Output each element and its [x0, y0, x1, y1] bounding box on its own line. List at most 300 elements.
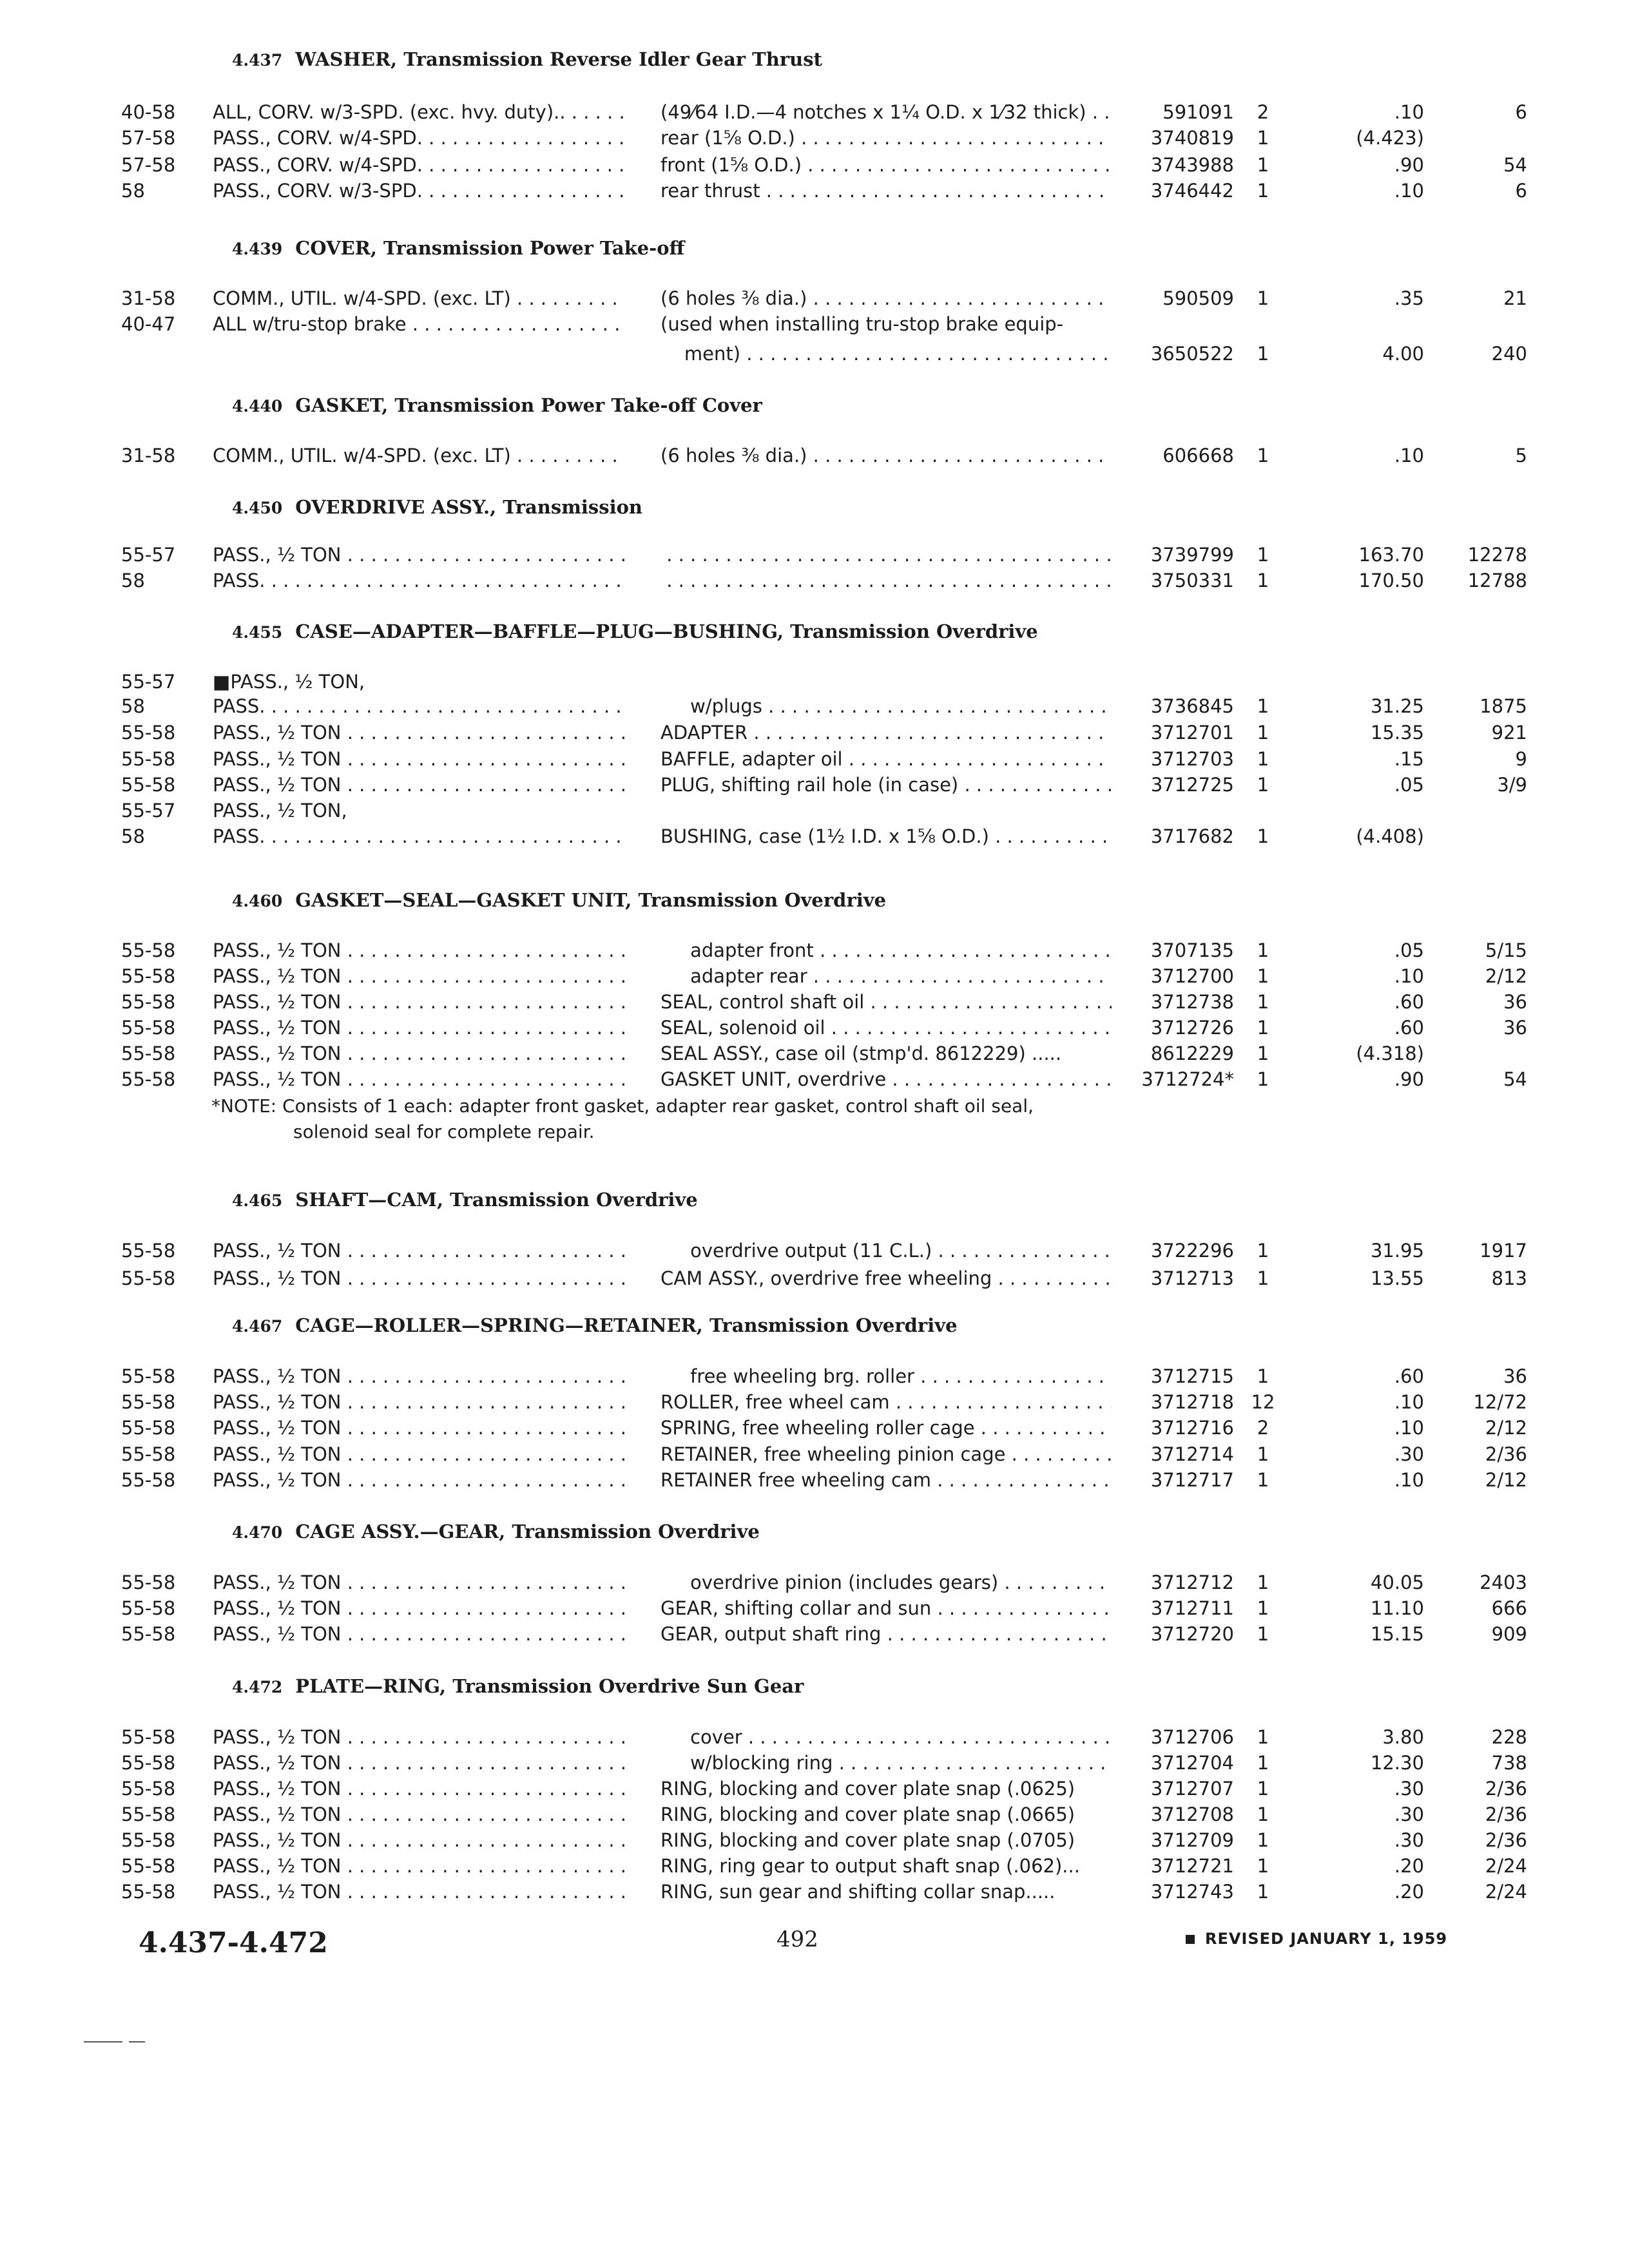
cell-qty: 2: [1257, 101, 1269, 123]
parts-row: [0, 1441, 1629, 1468]
application-text: PASS. . . .: [213, 695, 625, 717]
cell-part: 3712711: [1150, 1597, 1234, 1619]
scan-artifact: [129, 2041, 145, 2042]
cell-part: 606668: [1162, 445, 1234, 466]
cell-wt: 12788: [1467, 570, 1527, 591]
application-text: PASS., ½ TON . . .: [213, 1726, 625, 1748]
cell-desc: RING, ring gear to output shaft snap (.062)...: [660, 1855, 1080, 1877]
cell-years: 55-58: [121, 1726, 176, 1748]
cell-desc: [660, 1014, 1112, 1041]
cell-qty: 1: [1257, 825, 1269, 847]
application-text: PASS. . . .: [213, 570, 625, 591]
cell-app: [213, 311, 625, 338]
cell-years: 55-57: [121, 800, 176, 822]
description-text: (6 holes ⅜ dia.) . . .: [660, 445, 1112, 466]
cell-qty: 1: [1257, 1829, 1269, 1851]
cell-qty: 1: [1257, 695, 1269, 717]
application-text: PASS., CORV. w/4-SPD. . . .: [213, 154, 625, 176]
cell-price: .10: [1394, 965, 1424, 987]
parts-row: [0, 311, 1629, 338]
cell-app: [213, 1066, 625, 1093]
cell-desc: [660, 745, 1112, 773]
section-title: PLATE—RING, Transmission Overdrive Sun Gear: [295, 1675, 804, 1697]
cell-qty: 1: [1257, 774, 1269, 796]
parts-row: [0, 1878, 1629, 1905]
cell-wt: 240: [1491, 343, 1527, 365]
section-number: 4.450: [232, 499, 283, 517]
section-number: 4.460: [232, 892, 283, 910]
application-text: PASS., ½ TON . . .: [213, 774, 625, 796]
cell-wt: 2/12: [1485, 1417, 1527, 1439]
cell-app: [213, 1040, 625, 1067]
cell-years: 55-58: [121, 1267, 176, 1289]
description-text: GEAR, output shaft ring . . .: [660, 1623, 1112, 1645]
parts-row: [0, 1014, 1629, 1041]
cell-part: 3736845: [1150, 695, 1234, 717]
application-text: PASS., ½ TON . . .: [213, 1803, 625, 1825]
cell-app: [213, 151, 625, 178]
parts-row: [0, 668, 1629, 695]
parts-row: [0, 823, 1629, 850]
description-text: RETAINER, free wheeling pinion cage . . .: [660, 1443, 1112, 1465]
cell-qty: 1: [1257, 939, 1269, 961]
cell-wt: 54: [1503, 1068, 1527, 1090]
application-text: PASS., ½ TON . . .: [213, 1068, 625, 1090]
cell-app: [213, 823, 625, 850]
page-number: 492: [776, 1927, 818, 1952]
cell-price: .30: [1394, 1778, 1424, 1800]
cell-part: 3712701: [1150, 722, 1234, 744]
cell-qty: 1: [1257, 180, 1269, 202]
application-text: PASS., ½ TON . . .: [213, 722, 625, 744]
revision-marker-icon: [1186, 1935, 1195, 1944]
parts-row: [0, 1775, 1629, 1802]
application-text: PASS., ½ TON . . .: [213, 991, 625, 1013]
parts-row: [0, 1569, 1629, 1596]
application-text: PASS., ½ TON . . .: [213, 1881, 625, 1903]
parts-row: [0, 963, 1629, 990]
section-number: 4.465: [232, 1191, 283, 1210]
application-text: PASS., ½ TON . . .: [213, 1571, 625, 1593]
cell-years: 55-58: [121, 1017, 176, 1039]
cell-years: 55-58: [121, 1043, 176, 1064]
description-text: free wheeling brg. roller . . .: [660, 1365, 1112, 1387]
cell-part: 3712724*: [1141, 1068, 1234, 1090]
description-text: cover . . .: [660, 1726, 1112, 1748]
cell-qty: 1: [1257, 544, 1269, 566]
parts-row: [0, 1466, 1629, 1494]
cell-app: [213, 1595, 625, 1622]
cell-price: (4.318): [1356, 1043, 1424, 1064]
cell-part: 3712706: [1150, 1726, 1234, 1748]
cell-part: 3712726: [1150, 1017, 1234, 1039]
cell-price: .10: [1394, 1469, 1424, 1491]
cell-app: [213, 567, 625, 594]
cell-years: 55-58: [121, 1752, 176, 1774]
cell-desc: [660, 1414, 1112, 1441]
cell-desc: [660, 1724, 1112, 1751]
cell-app: ■PASS., ½ TON,: [213, 671, 365, 693]
cell-price: 12.30: [1370, 1752, 1424, 1774]
section-title: COVER, Transmission Power Take-off: [295, 237, 685, 259]
cell-qty: 1: [1257, 445, 1269, 466]
cell-desc: [660, 823, 1112, 850]
parts-row: [0, 1801, 1629, 1828]
section-note: *NOTE: Consists of 1 each: adapter front gasket, adapter rear gasket, control shaft oil seal,: [211, 1095, 1034, 1117]
cell-wt: 36: [1503, 1017, 1527, 1039]
cell-qty: 1: [1257, 570, 1269, 591]
cell-price: 31.95: [1370, 1240, 1424, 1262]
cell-desc: [660, 1237, 1112, 1264]
cell-qty: 1: [1257, 1240, 1269, 1262]
description-text: [660, 544, 1112, 566]
cell-app: [213, 1620, 625, 1648]
cell-years: 55-58: [121, 1240, 176, 1262]
cell-price: .10: [1394, 1391, 1424, 1413]
cell-qty: 2: [1257, 1417, 1269, 1439]
cell-app: [213, 771, 625, 798]
application-text: PASS., ½ TON . . .: [213, 1443, 625, 1465]
cell-price: .60: [1394, 1017, 1424, 1039]
cell-part: 3740819: [1150, 127, 1234, 149]
cell-part: 3712713: [1150, 1267, 1234, 1289]
cell-price: 15.35: [1370, 722, 1424, 744]
section-heading: [232, 394, 762, 416]
cell-wt: 1917: [1480, 1240, 1527, 1262]
application-text: PASS. . . .: [213, 825, 625, 847]
cell-app: [213, 1852, 625, 1879]
cell-wt: 36: [1503, 1365, 1527, 1387]
cell-years: 55-58: [121, 1597, 176, 1619]
cell-part: 3712721: [1150, 1855, 1234, 1877]
cell-wt: 9: [1515, 748, 1527, 770]
cell-wt: 2/12: [1485, 1469, 1527, 1491]
cell-wt: 6: [1515, 180, 1527, 202]
cell-price: .05: [1394, 774, 1424, 796]
section-number: 4.439: [232, 240, 283, 258]
parts-row: [0, 1414, 1629, 1441]
cell-app: [213, 1466, 625, 1494]
cell-app: [213, 1265, 625, 1292]
section-heading: [232, 1314, 958, 1336]
cell-wt: 5: [1515, 445, 1527, 466]
cell-price: 40.05: [1370, 1571, 1424, 1593]
cell-part: 3712700: [1150, 965, 1234, 987]
description-text: w/blocking ring . . .: [660, 1752, 1112, 1774]
cell-desc: [660, 541, 1112, 568]
cell-price: 31.25: [1370, 695, 1424, 717]
cell-part: 3712725: [1150, 774, 1234, 796]
cell-price: 170.50: [1358, 570, 1424, 591]
cell-desc: [660, 1363, 1112, 1390]
section-title: OVERDRIVE ASSY., Transmission: [295, 496, 643, 518]
cell-price: (4.408): [1356, 825, 1424, 847]
section-number: 4.467: [232, 1317, 283, 1336]
cell-qty: 1: [1257, 287, 1269, 309]
cell-part: 8612229: [1150, 1043, 1234, 1064]
cell-wt: 813: [1491, 1267, 1527, 1289]
cell-part: 591091: [1162, 101, 1234, 123]
section-title: CAGE ASSY.—GEAR, Transmission Overdrive: [295, 1521, 760, 1542]
parts-row: [0, 1040, 1629, 1067]
cell-qty: 1: [1257, 127, 1269, 149]
cell-desc: RING, blocking and cover plate snap (.0625): [660, 1778, 1075, 1800]
description-text: (6 holes ⅜ dia.) . . .: [660, 287, 1112, 309]
application-text: PASS., ½ TON . . .: [213, 1597, 625, 1619]
cell-years: 40-58: [121, 101, 176, 123]
cell-years: 55-58: [121, 1855, 176, 1877]
cell-desc: [660, 771, 1112, 798]
cell-qty: 1: [1257, 1778, 1269, 1800]
cell-part: 590509: [1162, 287, 1234, 309]
description-text: (49⁄64 I.D.—4 notches x 1¼ O.D. x 1⁄32 thick) . . .: [660, 101, 1112, 123]
cell-qty: 1: [1257, 1726, 1269, 1748]
cell-part: 3712738: [1150, 991, 1234, 1013]
cell-part: 3650522: [1150, 343, 1234, 365]
section-title: GASKET, Transmission Power Take-off Cover: [295, 394, 762, 416]
cell-app: [213, 124, 625, 151]
cell-price: .15: [1394, 748, 1424, 770]
cell-qty: 1: [1257, 1752, 1269, 1774]
cell-years: 55-57: [121, 671, 176, 693]
cell-price: .90: [1394, 154, 1424, 176]
section-heading: [232, 496, 642, 518]
cell-desc: [660, 719, 1112, 746]
cell-qty: 1: [1257, 1043, 1269, 1064]
cell-years: 55-58: [121, 774, 176, 796]
application-text: PASS., CORV. w/4-SPD. . . .: [213, 127, 625, 149]
cell-part: 3707135: [1150, 939, 1234, 961]
cell-qty: 1: [1257, 991, 1269, 1013]
cell-desc: [660, 1569, 1112, 1596]
cell-part: 3743988: [1150, 154, 1234, 176]
cell-app: [213, 719, 625, 746]
description-text: overdrive output (11 C.L.) . . .: [660, 1240, 1112, 1262]
application-text: ALL w/tru-stop brake . . .: [213, 313, 625, 335]
application-text: ALL, CORV. w/3-SPD. (exc. hvy. duty).. . . .: [213, 101, 625, 123]
cell-years: 55-58: [121, 1365, 176, 1387]
cell-years: 55-58: [121, 722, 176, 744]
cell-years: 55-58: [121, 991, 176, 1013]
section-number: 4.455: [232, 623, 283, 642]
application-text: PASS., ½ TON . . .: [213, 1240, 625, 1262]
application-text: PASS., ½ TON . . .: [213, 1469, 625, 1491]
cell-app: [213, 1389, 625, 1416]
parts-row: [0, 1265, 1629, 1292]
cell-years: 57-58: [121, 154, 176, 176]
application-text: PASS., ½ TON . . .: [213, 1365, 625, 1387]
cell-desc: [660, 988, 1112, 1015]
cell-qty: 1: [1257, 748, 1269, 770]
cell-price: 163.70: [1358, 544, 1424, 566]
cell-years: 55-57: [121, 544, 176, 566]
application-text: PASS., ½ TON . . .: [213, 1623, 625, 1645]
description-text: adapter front . . .: [660, 939, 1112, 961]
cell-price: .10: [1394, 180, 1424, 202]
application-text: PASS., ½ TON . . .: [213, 748, 625, 770]
section-title: GASKET—SEAL—GASKET UNIT, Transmission Overdrive: [295, 889, 887, 911]
cell-qty: 1: [1257, 1068, 1269, 1090]
cell-part: 3712715: [1150, 1365, 1234, 1387]
cell-wt: 909: [1491, 1623, 1527, 1645]
cell-qty: 1: [1257, 1469, 1269, 1491]
cell-app: [213, 1801, 625, 1828]
description-text: rear (1⅝ O.D.) . . .: [660, 127, 1112, 149]
cell-wt: 2403: [1480, 1571, 1527, 1593]
cell-price: .30: [1394, 1829, 1424, 1851]
cell-years: 55-58: [121, 1881, 176, 1903]
application-text: PASS., ½ TON . . .: [213, 965, 625, 987]
cell-qty: 1: [1257, 1855, 1269, 1877]
parts-row: [0, 442, 1629, 469]
cell-part: 3712743: [1150, 1881, 1234, 1903]
cell-desc: [660, 124, 1112, 151]
description-text: ment) . . .: [660, 343, 1112, 365]
parts-row: [0, 567, 1629, 594]
cell-part: 3746442: [1150, 180, 1234, 202]
cell-app: [213, 1363, 625, 1390]
parts-row: [0, 1852, 1629, 1879]
parts-row: [0, 285, 1629, 312]
cell-qty: 1: [1257, 1803, 1269, 1825]
parts-row: [0, 1595, 1629, 1622]
cell-years: 31-58: [121, 287, 176, 309]
section-title: CAGE—ROLLER—SPRING—RETAINER, Transmission Overdrive: [295, 1314, 958, 1336]
cell-part: 3712716: [1150, 1417, 1234, 1439]
cell-qty: 1: [1257, 343, 1269, 365]
description-text: adapter rear . . .: [660, 965, 1112, 987]
cell-desc: [660, 693, 1112, 720]
application-text: PASS., ½ TON . . .: [213, 544, 625, 566]
cell-desc: [660, 567, 1112, 594]
cell-price: 3.80: [1382, 1726, 1424, 1748]
application-text: PASS., ½ TON . . .: [213, 1043, 625, 1064]
cell-years: 55-58: [121, 1391, 176, 1413]
description-text: PLUG, shifting rail hole (in case) . . .: [660, 774, 1112, 796]
parts-row: [0, 1389, 1629, 1416]
cell-part: 3712718: [1150, 1391, 1234, 1413]
cell-desc: [660, 442, 1112, 469]
cell-price: 15.15: [1370, 1623, 1424, 1645]
cell-years: 58: [121, 695, 145, 717]
parts-row: [0, 719, 1629, 746]
section-title: SHAFT—CAM, Transmission Overdrive: [295, 1189, 698, 1211]
cell-qty: 1: [1257, 1443, 1269, 1465]
description-text: rear thrust . . .: [660, 180, 1112, 202]
parts-row: [0, 177, 1629, 204]
application-text: PASS., ½ TON . . .: [213, 1752, 625, 1774]
cell-qty: 1: [1257, 1623, 1269, 1645]
cell-qty: 1: [1257, 1017, 1269, 1039]
cell-wt: 2/12: [1485, 965, 1527, 987]
description-text: SEAL, solenoid oil . . .: [660, 1017, 1112, 1039]
section-number: 4.472: [232, 1678, 283, 1696]
cell-desc: [660, 177, 1112, 204]
cell-years: 55-58: [121, 1571, 176, 1593]
cell-wt: 12/72: [1473, 1391, 1527, 1413]
section-heading: [232, 1189, 698, 1211]
cell-desc: [660, 99, 1112, 126]
cell-qty: 1: [1257, 722, 1269, 744]
cell-qty: 1: [1257, 1365, 1269, 1387]
cell-price: 11.10: [1370, 1597, 1424, 1619]
cell-wt: 2/36: [1485, 1829, 1527, 1851]
cell-years: 55-58: [121, 1068, 176, 1090]
description-text: SPRING, free wheeling roller cage . . .: [660, 1417, 1112, 1439]
parts-row: [0, 1237, 1629, 1264]
cell-price: .10: [1394, 101, 1424, 123]
revised-text: REVISED JANUARY 1, 1959: [1205, 1930, 1448, 1948]
cell-years: 55-58: [121, 1623, 176, 1645]
section-heading: [232, 48, 822, 70]
application-text: PASS., ½ TON . . .: [213, 1855, 625, 1877]
cell-app: [213, 99, 625, 126]
cell-part: 3739799: [1150, 544, 1234, 566]
cell-qty: 12: [1251, 1391, 1275, 1413]
application-text: PASS., ½ TON . . .: [213, 1391, 625, 1413]
cell-app: [213, 1878, 625, 1905]
cell-years: 31-58: [121, 445, 176, 466]
cell-desc: RING, blocking and cover plate snap (.0705): [660, 1829, 1075, 1851]
cell-part: 3717682: [1150, 825, 1234, 847]
cell-price: .60: [1394, 991, 1424, 1013]
cell-desc: [660, 285, 1112, 312]
description-text: BUSHING, case (1½ I.D. x 1⅝ O.D.) . . .: [660, 825, 1112, 847]
cell-desc: [660, 1595, 1112, 1622]
cell-years: 58: [121, 570, 145, 591]
cell-years: 58: [121, 180, 145, 202]
cell-desc: [660, 1265, 1112, 1292]
application-text: PASS., CORV. w/3-SPD. . . .: [213, 180, 625, 202]
cell-part: 3712717: [1150, 1469, 1234, 1491]
cell-part: 3712720: [1150, 1623, 1234, 1645]
description-text: overdrive pinion (includes gears) . . .: [660, 1571, 1112, 1593]
description-text: GEAR, shifting collar and sun . . .: [660, 1597, 1112, 1619]
parts-row: [0, 340, 1629, 367]
cell-price: .30: [1394, 1443, 1424, 1465]
description-text: front (1⅝ O.D.) . . .: [660, 154, 1112, 176]
description-text: GASKET UNIT, overdrive . . .: [660, 1068, 1112, 1090]
cell-wt: 228: [1491, 1726, 1527, 1748]
cell-price: 4.00: [1382, 343, 1424, 365]
cell-price: .05: [1394, 939, 1424, 961]
description-text: BAFFLE, adapter oil . . .: [660, 748, 1112, 770]
description-text: RETAINER free wheeling cam . . .: [660, 1469, 1112, 1491]
application-text: COMM., UTIL. w/4-SPD. (exc. LT) . . .: [213, 445, 625, 466]
cell-app: [213, 1749, 625, 1776]
cell-desc: [660, 1620, 1112, 1648]
cell-part: 3712714: [1150, 1443, 1234, 1465]
parts-row: [0, 1363, 1629, 1390]
description-text: CAM ASSY., overdrive free wheeling . . .: [660, 1267, 1112, 1289]
description-text: ROLLER, free wheel cam . . .: [660, 1391, 1112, 1413]
section-heading: [232, 620, 1038, 642]
cell-price: .60: [1394, 1365, 1424, 1387]
cell-wt: 36: [1503, 991, 1527, 1013]
cell-desc: [660, 1441, 1112, 1468]
cell-wt: 12278: [1467, 544, 1527, 566]
section-title: WASHER, Transmission Reverse Idler Gear Thrust: [295, 48, 822, 70]
cell-app: [213, 1414, 625, 1441]
cell-years: 55-58: [121, 1417, 176, 1439]
section-title: CASE—ADAPTER—BAFFLE—PLUG—BUSHING, Transmission Overdrive: [295, 620, 1038, 642]
cell-app: [213, 285, 625, 312]
cell-wt: 1875: [1480, 695, 1527, 717]
cell-years: 55-58: [121, 1829, 176, 1851]
cell-desc: [660, 340, 1112, 367]
cell-desc: [660, 937, 1112, 964]
section-heading: [232, 1521, 760, 1542]
